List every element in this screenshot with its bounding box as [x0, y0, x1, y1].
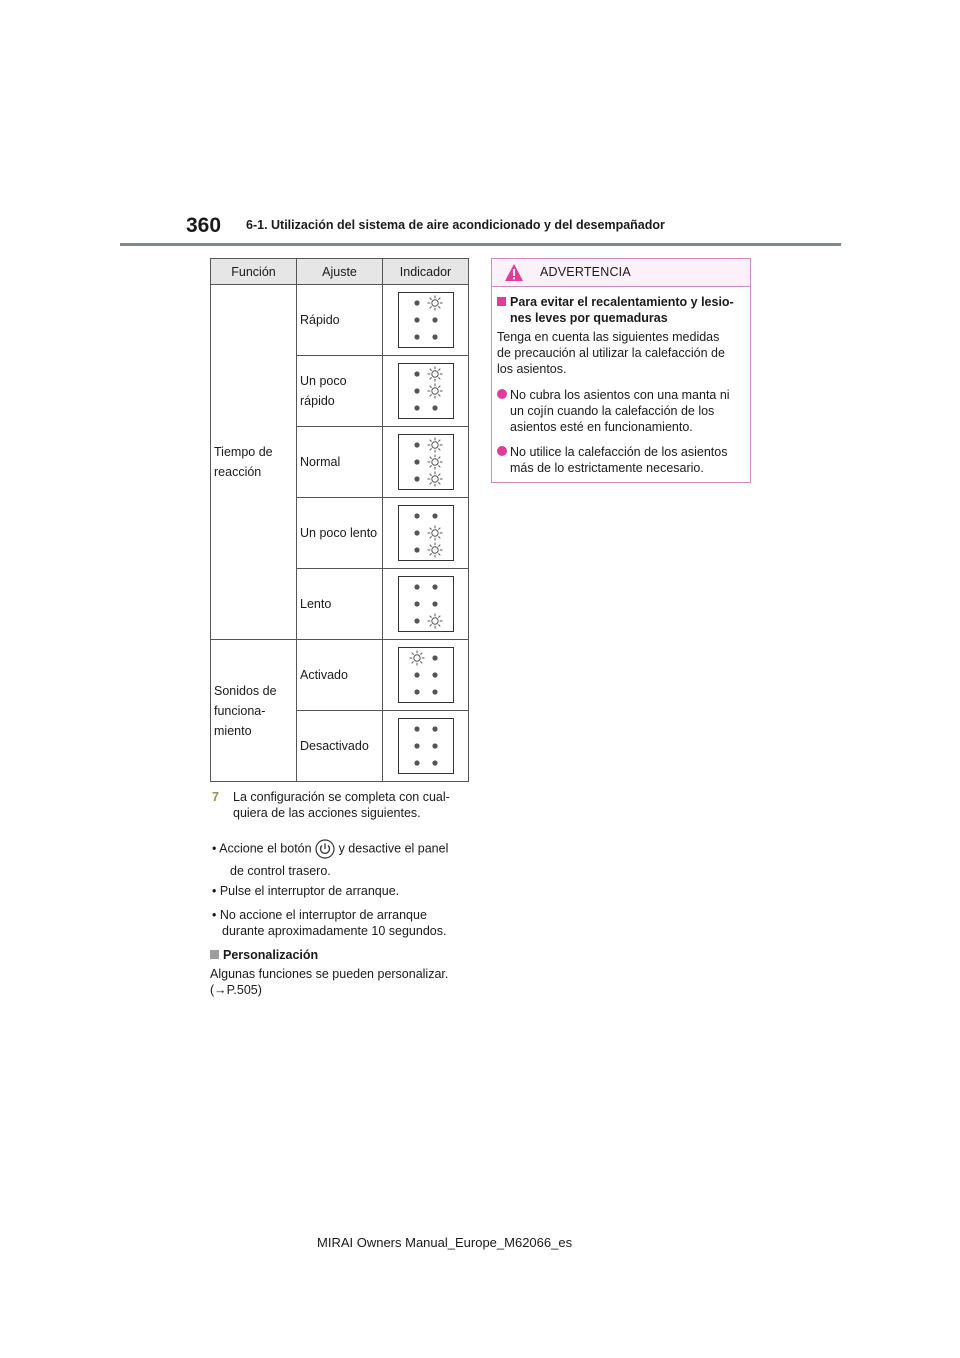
cell-text-line: Normal: [300, 455, 341, 469]
step-7: [212, 789, 450, 820]
lamp-off-icon: [414, 334, 419, 339]
table-row: [211, 640, 469, 711]
header-indicator: Indicador: [383, 259, 469, 285]
cell-text-line: reacción: [214, 465, 262, 479]
indicator-cell: [383, 498, 469, 569]
warning-item-2: [497, 444, 507, 460]
personalization-heading-text: Personalización: [223, 948, 319, 962]
page-number: 360: [186, 214, 222, 237]
lamp-lit-icon: [427, 296, 442, 311]
section-title: 6-1. Utilización del sistema de aire acondicionado y del desempañador: [246, 218, 665, 232]
indicator-display: [398, 505, 454, 561]
table-header-row: [211, 259, 469, 285]
lamp-off-icon: [414, 618, 419, 623]
warning-heading-line-2: nes leves por quemaduras: [510, 311, 668, 325]
lamp-off-icon: [414, 743, 419, 748]
indicator-cell: [383, 640, 469, 711]
bullet-2: • Pulse el interruptor de arranque.: [212, 884, 400, 898]
lamp-off-icon: [432, 655, 437, 660]
indicator-display: [398, 718, 454, 774]
warning-bullet-icon: [497, 389, 507, 399]
warning-heading-line-1: Para evitar el recalentamiento y lesio-: [510, 295, 734, 309]
warning-item-1-line-3: asientos esté en funcionamiento.: [510, 420, 693, 434]
indicator-display: [398, 434, 454, 490]
adjust-cell: [297, 285, 383, 356]
lamp-off-icon: [432, 601, 437, 606]
lamp-off-icon: [432, 743, 437, 748]
indicator-cell: [383, 427, 469, 498]
lamp-lit-icon: [427, 543, 442, 558]
indicator-cell: [383, 711, 469, 782]
lamp-off-icon: [414, 317, 419, 322]
warning-intro-line-2: de precaución al utilizar la calefacción de: [497, 346, 725, 360]
lamp-off-icon: [414, 726, 419, 731]
warning-item-1: [497, 387, 507, 403]
lamp-lit-icon: [427, 614, 442, 629]
warning-box: [491, 258, 751, 483]
warning-item-1-line-1: No cubra los asientos con una manta ni: [510, 388, 730, 402]
cell-text-line: Activado: [300, 668, 348, 682]
step-line-2: quiera de las acciones siguientes.: [233, 806, 421, 820]
lamp-off-icon: [432, 689, 437, 694]
lamp-off-icon: [414, 388, 419, 393]
lamp-off-icon: [414, 584, 419, 589]
indicator-display: [398, 647, 454, 703]
lamp-lit-icon: [427, 472, 442, 487]
lamp-lit-icon: [427, 367, 442, 382]
personalization-line-1: Algunas funciones se pueden personalizar.: [210, 967, 449, 981]
bullet-1: [212, 839, 448, 859]
lamp-off-icon: [414, 689, 419, 694]
warning-intro-line-3: los asientos.: [497, 362, 567, 376]
lamp-lit-icon: [427, 455, 442, 470]
step-number: 7: [212, 790, 219, 804]
indicator-display: [398, 363, 454, 419]
cell-text-line: funciona-: [214, 703, 266, 718]
lamp-lit-icon: [409, 651, 424, 666]
lamp-off-icon: [414, 513, 419, 518]
lamp-off-icon: [414, 476, 419, 481]
bullet-3-line-1: • No accione el interruptor de arranque: [212, 908, 427, 922]
cell-text-line: Sonidos de: [214, 683, 277, 698]
power-button-icon: [315, 839, 335, 859]
warning-heading: [497, 294, 734, 310]
personalization-link[interactable]: (→P.505): [210, 983, 262, 997]
lamp-off-icon: [414, 672, 419, 677]
cell-text-line: Desactivado: [300, 739, 369, 753]
indicator-display: [398, 292, 454, 348]
lamp-off-icon: [432, 584, 437, 589]
adjust-cell: [297, 640, 383, 711]
function-cell: [211, 640, 297, 782]
adjust-cell: [297, 711, 383, 782]
lamp-lit-icon: [427, 526, 442, 541]
cell-text-line: Tiempo de: [214, 445, 273, 459]
warning-header: [492, 259, 750, 287]
cell-text-line: Un poco lento: [300, 526, 378, 540]
warning-item-2-line-2: más de lo estrictamente necesario.: [510, 461, 704, 475]
lamp-off-icon: [432, 405, 437, 410]
indicator-cell: [383, 569, 469, 640]
lamp-off-icon: [432, 672, 437, 677]
footer-text: MIRAI Owners Manual_Europe_M62066_es: [317, 1235, 573, 1250]
table-row: [211, 285, 469, 356]
bullet-1-line-2: de control trasero.: [230, 864, 331, 878]
lamp-off-icon: [432, 513, 437, 518]
cell-text-line: Rápido: [300, 313, 340, 327]
warning-item-1-line-2: un cojín cuando la calefacción de los: [510, 404, 715, 418]
step-line-1: La configuración se completa con cual-: [233, 790, 450, 804]
lamp-off-icon: [414, 442, 419, 447]
warning-title: ADVERTENCIA: [540, 265, 631, 279]
adjust-cell: [297, 569, 383, 640]
adjust-cell: [297, 498, 383, 569]
warning-square-icon: [497, 297, 506, 306]
lamp-off-icon: [414, 547, 419, 552]
lamp-off-icon: [432, 317, 437, 322]
cell-text-line: Lento: [300, 597, 332, 611]
bullet-1-text-a: • Accione el botón: [212, 841, 312, 856]
lamp-off-icon: [414, 459, 419, 464]
cell-text-line: Un poco: [300, 374, 347, 388]
indicator-cell: [383, 285, 469, 356]
lamp-off-icon: [414, 371, 419, 376]
header-function: Función: [211, 259, 297, 285]
personalization-heading: [210, 947, 318, 963]
warning-item-2-line-1: No utilice la calefacción de los asientos: [510, 445, 728, 459]
adjust-cell: [297, 427, 383, 498]
table-body: [211, 285, 469, 782]
lamp-off-icon: [414, 530, 419, 535]
header-adjust: Ajuste: [297, 259, 383, 285]
square-bullet-icon: [210, 950, 219, 959]
header-rule: [120, 243, 841, 246]
lamp-off-icon: [432, 334, 437, 339]
lamp-off-icon: [414, 760, 419, 765]
warning-triangle-icon: [504, 263, 524, 282]
warning-intro-line-1: Tenga en cuenta las siguientes medidas: [497, 330, 720, 344]
bullet-3-line-2: durante aproximadamente 10 segundos.: [222, 924, 447, 938]
warning-bullet-icon: [497, 446, 507, 456]
lamp-off-icon: [432, 726, 437, 731]
adjust-cell: [297, 356, 383, 427]
lamp-off-icon: [414, 601, 419, 606]
lamp-off-icon: [432, 760, 437, 765]
settings-table: [210, 258, 469, 782]
lamp-lit-icon: [427, 438, 442, 453]
lamp-off-icon: [414, 405, 419, 410]
lamp-off-icon: [414, 300, 419, 305]
cell-text-line: miento: [214, 723, 252, 738]
function-cell: [211, 285, 297, 640]
cell-text-line: rápido: [300, 394, 335, 408]
lamp-lit-icon: [427, 384, 442, 399]
bullet-1-text-b: y desactive el panel: [338, 841, 449, 856]
indicator-cell: [383, 356, 469, 427]
indicator-display: [398, 576, 454, 632]
